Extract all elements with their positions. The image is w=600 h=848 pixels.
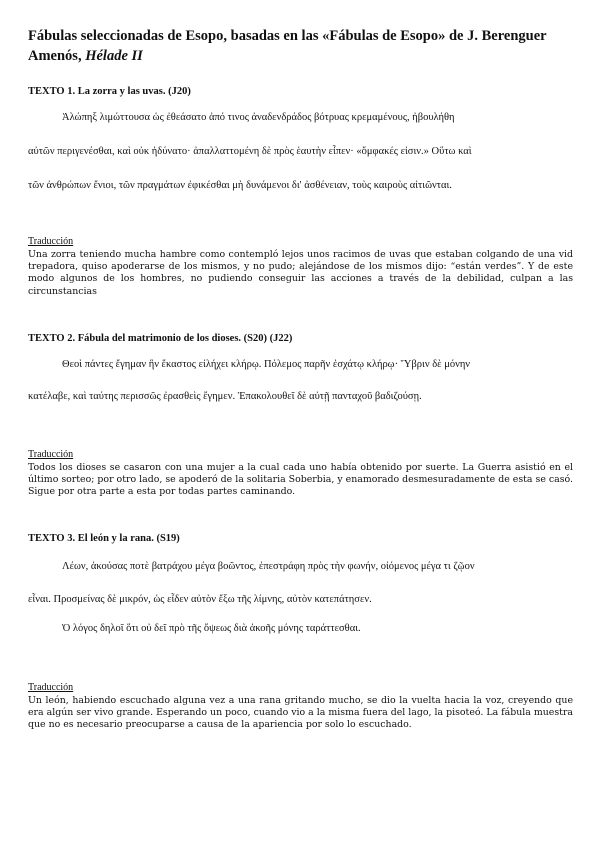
text-2-translation-label: Traducción <box>28 449 74 460</box>
greek-line: Θεοὶ πάντες ἔγημαν ἣν ἕκαστος εἰλήχει κλήρῳ. Πόλεμος παρῆν ἐσχάτῳ κλήρῳ· Ὕβριν δὲ μόνην <box>62 359 471 370</box>
greek-line: Ὁ λόγος δηλοῖ ὅτι οὐ δεῖ πρὸ τῆς ὄψεως διὰ ἀκοῆς μόνης ταράττεσθαι. <box>62 623 361 634</box>
text-2-translation: Todos los dioses se casaron con una mujer a la cual cada uno había obtenido por suerte. La Guerra asistió en el último sorteo; por otro lado, se apoderó de la solitaria Soberbia, y enamorado desmesuradamente de esta se casó. Sigue por otra parte a esta por todas partes caminando. <box>28 462 573 498</box>
title-main: Fábulas seleccionadas de Esopo, basadas en las «Fábulas de Esopo» de J. Berenguer Amenós, <box>28 28 547 64</box>
text-1-translation-label: Traducción <box>28 236 74 247</box>
greek-line: αὐτῶν περιγενέσθαι, καὶ οὐκ ἠδύνατο· ἀπαλλαττομένη δὲ πρὸς ἑαυτὴν εἶπεν· «ὄμφακές εἰσιν.» Οὕτω καὶ <box>28 146 472 157</box>
greek-line: Λέων, ἀκούσας ποτὲ βατράχου μέγα βοῶντος, ἐπεστράφη πρὸς τὴν φωνήν, οἰόμενος μέγα τι ζῷον <box>62 561 475 572</box>
title-italic: Hélade II <box>85 48 143 64</box>
greek-line: τῶν ἀνθρώπων ἔνιοι, τῶν πραγμάτων ἐφικέσθαι μὴ δυνάμενοι δι' ἀσθένειαν, τοὺς καιροὺς αἰτιῶνται. <box>28 180 452 191</box>
document-title <box>28 26 576 66</box>
text-1-heading: TEXTO 1. La zorra y las uvas. (J20) <box>28 86 191 97</box>
text-1-translation: Una zorra teniendo mucha hambre como contempló lejos unos racimos de uvas que estaban colgando de una vid trepadora, quiso apoderarse de los mismos, y no pudo; alejándose de los mismos dijo: “están verdes”. Y de este modo algunos de los hombres, no pudiendo conseguir las acciones a través de la debilidad, culpan a las circunstancias <box>28 249 573 297</box>
text-3-translation-label: Traducción <box>28 682 74 693</box>
text-2-heading: TEXTO 2. Fábula del matrimonio de los dioses. (S20) (J22) <box>28 333 293 344</box>
greek-line: κατέλαβε, καὶ ταύτης περισσῶς ἐρασθεὶς ἔγημεν. Ἐπακολουθεῖ δὲ αὐτῇ πανταχοῦ βαδιζούσῃ. <box>28 391 422 402</box>
text-3-heading: TEXTO 3. El león y la rana. (S19) <box>28 533 180 544</box>
greek-line: Ἀλώπηξ λιμώττουσα ὡς ἐθεάσατο ἀπό τινος ἀναδενδράδος βότρυας κρεμαμένους, ἠβουλήθη <box>62 112 455 123</box>
text-3-translation: Un león, habiendo escuchado alguna vez a una rana gritando mucho, se dio la vuelta hacia la voz, creyendo que era algún ser vivo grande. Esperando un poco, cuando vio a la misma fuera del lago, la pisoteó. La fábula muestra que no es necesario preocuparse a causa de la apariencia por solo lo escuchado. <box>28 695 573 731</box>
greek-line: εἶναι. Προσμείνας δὲ μικρόν, ὡς εἶδεν αὐτὸν ἔξω τῆς λίμνης, αὐτὸν κατεπάτησεν. <box>28 594 372 605</box>
